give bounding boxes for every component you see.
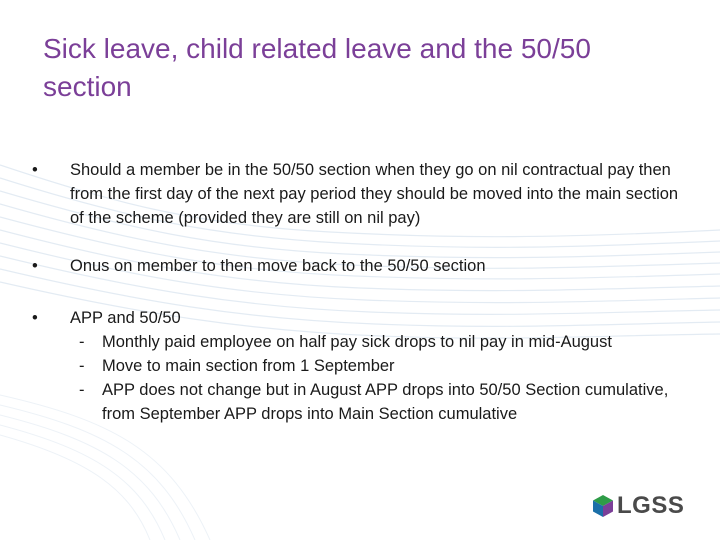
bullet-item <box>32 158 682 230</box>
sub-bullet-marker: - <box>79 333 85 351</box>
sub-bullet-text: Move to main section from 1 September <box>102 357 395 375</box>
sub-bullet-marker: - <box>79 381 85 399</box>
bullet-text: Onus on member to then move back to the 50/50 section <box>70 257 486 275</box>
bullet-item <box>32 306 682 330</box>
lgss-logo <box>592 492 684 520</box>
bullet-marker: • <box>32 309 38 327</box>
sub-bullet-marker: - <box>79 357 85 375</box>
lgss-logo-text: LGSS <box>617 492 685 519</box>
bullet-item <box>32 254 682 278</box>
bullet-marker: • <box>32 161 38 179</box>
slide-content <box>32 158 682 426</box>
bullet-marker: • <box>32 257 38 275</box>
sub-bullet-item <box>32 330 682 354</box>
sub-bullet-text: Monthly paid employee on half pay sick drops to nil pay in mid-August <box>102 333 612 351</box>
lgss-logo-mark-icon <box>592 494 614 518</box>
slide-title: Sick leave, child related leave and the 50/50 section <box>43 33 591 102</box>
sub-bullet-item <box>32 378 682 426</box>
bullet-text: Should a member be in the 50/50 section when they go on nil contractual pay then from the first day of the next pay period they should be moved into the main section of the scheme (provided they are still on nil pay) <box>70 161 679 227</box>
sub-bullet-text: APP does not change but in August APP drops into 50/50 Section cumulative, from September APP drops into Main Section cumulative <box>102 381 669 423</box>
sub-bullet-item <box>32 354 682 378</box>
bullet-text: APP and 50/50 <box>70 309 181 327</box>
